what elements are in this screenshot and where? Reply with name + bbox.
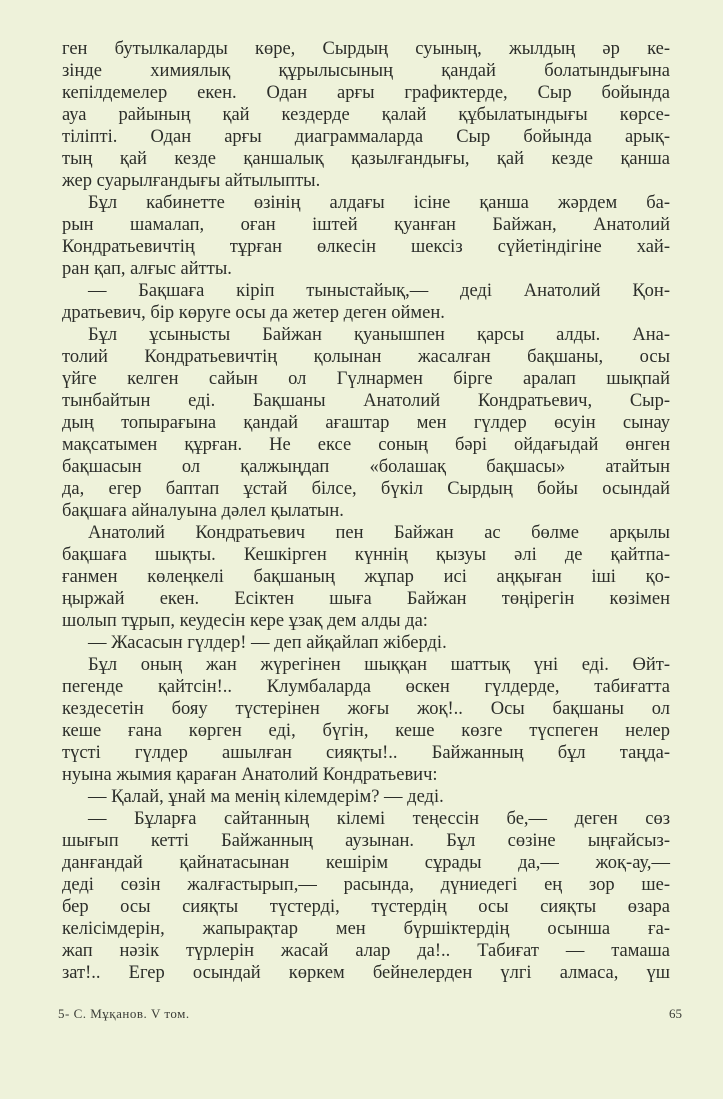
- text-line: жер суарылғандығы айтылыпты.: [62, 171, 321, 191]
- text-line: пегенде қайтсін!.. Клумбаларда өскен гүлдерде, табиғатта: [62, 677, 670, 697]
- text-line: Бұл ұсынысты Байжан қуанышпен қарсы алды. Ана-: [88, 325, 670, 345]
- paragraph: [62, 786, 670, 808]
- text-line: кеше ғана көрген еді, бүгін, кеше көзге түспеген нелер: [62, 721, 670, 741]
- text-line: ран қап, алғыс айтты.: [62, 259, 232, 279]
- text-line: шолып тұрып, кеудесін кере ұзақ дем алды да:: [62, 611, 428, 631]
- text-line: мақсатымен құрған. Не ексе соның бәрі ойдағыдай өнген: [62, 435, 670, 455]
- text-line: кездесетін бояу түстерінен жоғы жоқ!.. Осы бақшаны ол: [62, 699, 670, 719]
- text-line: толий Кондратьевичтің қолынан жасалған бақшаны, осы: [62, 347, 670, 367]
- text-line: тың қай кезде қаншалық қазылғандығы, қай кезде қанша: [62, 149, 670, 169]
- text-line: Анатолий Кондратьевич пен Байжан ас бөлме арқылы: [88, 523, 670, 543]
- paragraph: [62, 324, 670, 522]
- text-line: дратьевич, бір көруге осы да жетер деген оймен.: [62, 303, 445, 323]
- text-line: дың топырағына қандай ағаштар мен гүлдер өсуін сынау: [62, 413, 670, 433]
- text-line: шығып кетті Байжанның аузынан. Бұл сөзіне ыңғайсыз-: [62, 831, 670, 851]
- text-line: данғандай қайнатасынан кешірім сұрады да,— жоқ-ау,—: [62, 853, 670, 873]
- text-line: зат!.. Егер осындай көркем бейнелерден үлгі алмаса, үш: [62, 963, 670, 983]
- text-line: деді сөзін жалғастырып,— расында, дүниедегі ең зор ше-: [62, 875, 670, 895]
- paragraph: [62, 808, 670, 984]
- text-line: Бұл кабинетте өзінің алдағы ісіне қанша жәрдем ба-: [88, 193, 670, 213]
- text-line: ғанмен көлеңкелі бақшаның жұпар исі аңқыған іші қо-: [62, 567, 670, 587]
- text-line: бақшаға шықты. Кешкірген күннің қызуы әлі де қайтпа-: [62, 545, 670, 565]
- text-line: ауа райының қай кездерде қалай құбылатындығы көрсе-: [62, 105, 670, 125]
- text-line: да, егер баптап ұстай білсе, бүкіл Сырдың бойы осындай: [62, 479, 670, 499]
- text-line: тынбайтын еді. Бақшаны Анатолий Кондратьевич, Сыр-: [62, 391, 670, 411]
- text-line: Бұл оның жан жүрегінен шыққан шаттық үні еді. Өйт-: [88, 655, 670, 675]
- text-line: ген бутылкаларды көре, Сырдың суының, жылдың әр ке-: [62, 39, 670, 59]
- text-line: — Бақшаға кіріп тыныстайық,— деді Анатолий Қон-: [88, 281, 670, 301]
- text-line: — Бұларға сайтанның кілемі теңессін бе,— деген сөз: [88, 809, 670, 829]
- text-line: — Жасасын гүлдер! — деп айқайлап жіберді.: [88, 633, 447, 653]
- text-line: бақшасын ол қалжыңдап «болашақ бақшасы» атайтын: [62, 457, 670, 477]
- text-line: кепілдемелер екен. Одан арғы графиктерде, Сыр бойында: [62, 83, 670, 103]
- text-line: рын шамалап, оған іштей қуанған Байжан, Анатолий: [62, 215, 670, 235]
- text-line: нуына жымия қараған Анатолий Кондратьевич:: [62, 765, 438, 785]
- paragraph: [62, 38, 670, 192]
- page-footer: [58, 1006, 682, 1026]
- footer-signature: 5- С. Мұқанов. V том.: [58, 1006, 190, 1021]
- paragraph: [62, 280, 670, 324]
- text-line: ңыржай екен. Есіктен шыға Байжан төңірегін көзімен: [62, 589, 670, 609]
- text-line: — Қалай, ұнай ма менің кілемдерім? — деді.: [88, 787, 444, 807]
- page-number: 65: [669, 1006, 682, 1021]
- text-line: Кондратьевичтің тұрған өлкесін шексіз сүйетіндігіне хай-: [62, 237, 670, 257]
- paragraph: [62, 654, 670, 786]
- page-body-text: [62, 38, 670, 984]
- text-line: бақшаға айналуына дәлел қылатын.: [62, 501, 344, 521]
- text-line: жап нәзік түрлерін жасай алар да!.. Табиғат — тамаша: [62, 941, 670, 961]
- text-line: үйге келген сайын ол Гүлнармен бірге аралап шықпай: [62, 369, 670, 389]
- text-line: түсті гүлдер ашылған сияқты!.. Байжанның бұл таңда-: [62, 743, 670, 763]
- paragraph: [62, 632, 670, 654]
- paragraph: [62, 522, 670, 632]
- paragraph: [62, 192, 670, 280]
- text-line: тіліпті. Одан арғы диаграммаларда Сыр бойында арық-: [62, 127, 670, 147]
- text-line: бер осы сияқты түстерді, түстердің осы сияқты өзара: [62, 897, 670, 917]
- text-line: келісімдерін, жапырақтар мен бүршіктердің осынша ға-: [62, 919, 670, 939]
- text-line: зінде химиялық құрылысының қандай болатындығына: [62, 61, 670, 81]
